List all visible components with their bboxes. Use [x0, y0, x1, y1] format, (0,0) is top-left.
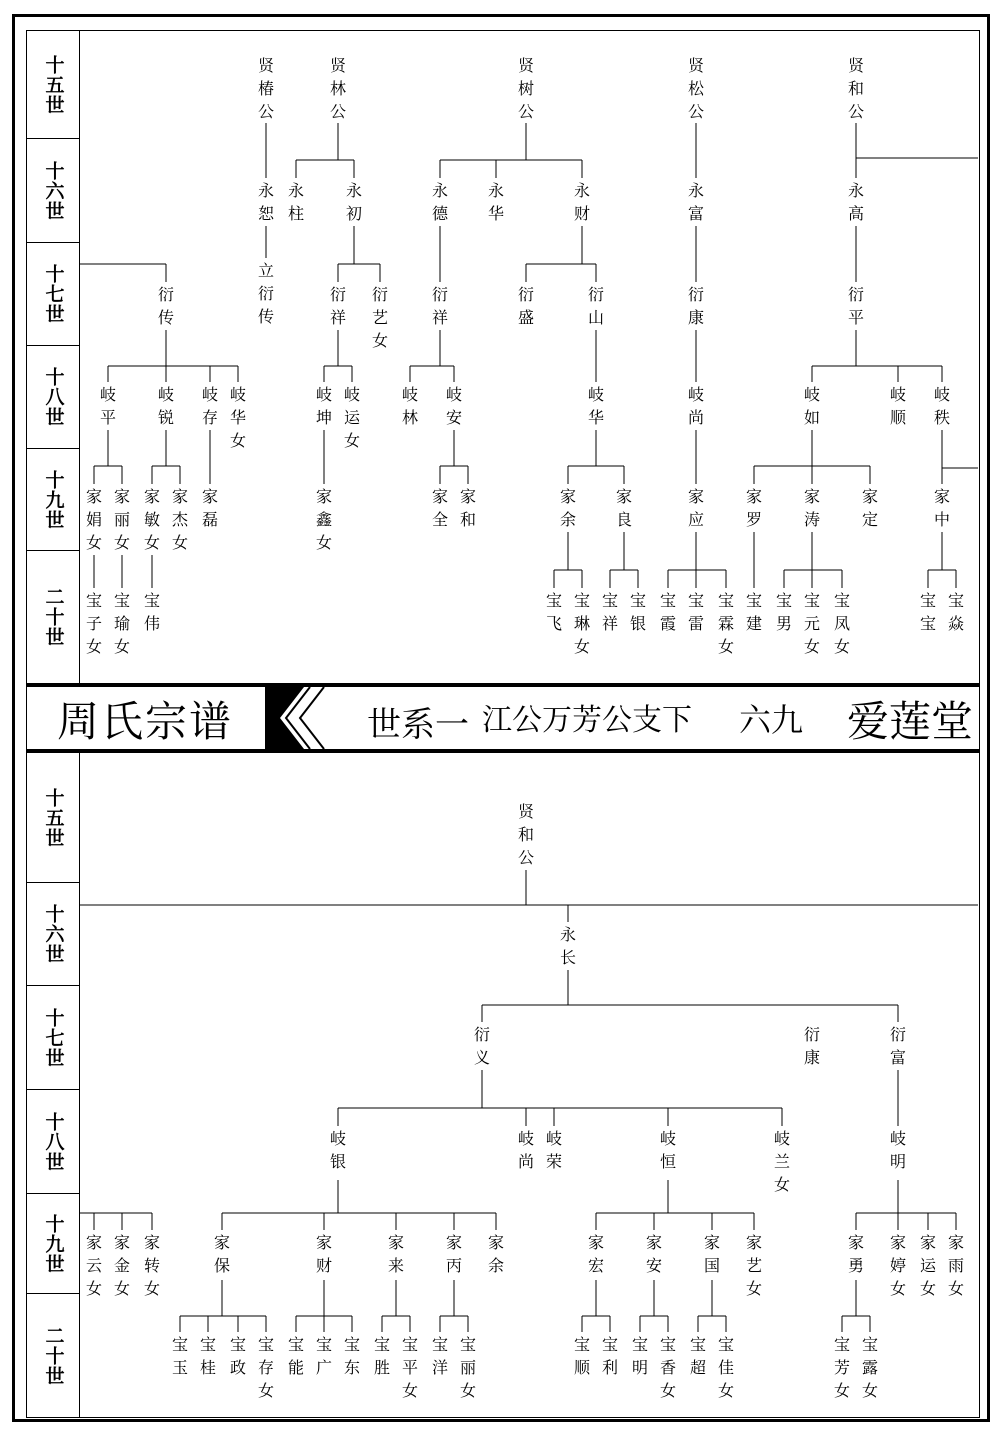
person-node: 家定 — [861, 487, 878, 529]
person-node: 永长 — [559, 925, 576, 967]
person-node: 岐荣 — [545, 1129, 562, 1171]
person-node: 衍盛 — [517, 285, 534, 327]
person-node: 家余 — [559, 487, 576, 529]
person-node: 家涛 — [803, 487, 820, 529]
person-node: 家安 — [645, 1233, 662, 1275]
person-node: 家勇 — [847, 1233, 864, 1275]
person-node: 岐安 — [445, 385, 462, 427]
person-node: 宝洋 — [431, 1335, 448, 1377]
person-node: 宝男 — [775, 591, 792, 633]
person-node: 家来 — [387, 1233, 404, 1275]
person-node: 宝超 — [689, 1335, 706, 1377]
person-node: 宝子女 — [85, 591, 102, 656]
person-node: 宝香女 — [659, 1335, 676, 1400]
person-node: 宝利 — [601, 1335, 618, 1377]
person-node: 宝瑜女 — [113, 591, 130, 656]
person-node: 永初 — [345, 181, 362, 223]
person-node: 衍义 — [473, 1025, 490, 1067]
person-node: 家余 — [487, 1233, 504, 1275]
person-node: 宝玉 — [171, 1335, 188, 1377]
person-node: 岐平 — [99, 385, 116, 427]
person-node: 岐存 — [201, 385, 218, 427]
person-node: 岐锐 — [157, 385, 174, 427]
person-node: 家金女 — [113, 1233, 130, 1298]
person-node: 家娟女 — [85, 487, 102, 552]
person-node: 家宏 — [587, 1233, 604, 1275]
person-node: 家全 — [431, 487, 448, 529]
person-node: 岐华女 — [229, 385, 246, 450]
person-node: 永财 — [573, 181, 590, 223]
person-node: 衍祥 — [329, 285, 346, 327]
person-node: 岐坤 — [315, 385, 332, 427]
person-node: 宝广 — [315, 1335, 332, 1377]
person-node: 衍康 — [687, 285, 704, 327]
person-node: 贤椿公 — [257, 56, 274, 121]
person-node: 岐运女 — [343, 385, 360, 450]
person-node: 家转女 — [143, 1233, 160, 1298]
person-node: 宝宝 — [919, 591, 936, 633]
person-node: 衍传 — [157, 285, 174, 327]
person-node: 家鑫女 — [315, 487, 332, 552]
person-node: 宝顺 — [573, 1335, 590, 1377]
person-node: 宝霞 — [659, 591, 676, 633]
genealogy-title: 周氏宗谱 — [57, 697, 234, 746]
person-node: 岐顺 — [889, 385, 906, 427]
person-node: 岐秩 — [933, 385, 950, 427]
person-node: 家艺女 — [745, 1233, 762, 1298]
person-node: 宝凤女 — [833, 591, 850, 656]
person-node: 贤林公 — [329, 56, 346, 121]
person-node: 家国 — [703, 1233, 720, 1275]
generation-label: 十九世 — [27, 1194, 80, 1294]
hall-name: 爱莲堂 — [847, 697, 974, 746]
person-node: 岐明 — [889, 1129, 906, 1171]
person-node: 家和 — [459, 487, 476, 529]
person-node: 宝东 — [343, 1335, 360, 1377]
generation-label: 十五世 — [27, 753, 80, 883]
person-node: 岐银 — [329, 1129, 346, 1171]
person-node: 宝明 — [631, 1335, 648, 1377]
person-node: 永德 — [431, 181, 448, 223]
person-node: 宝银 — [629, 591, 646, 633]
person-node: 贤和公 — [847, 56, 864, 121]
person-node: 贤松公 — [687, 56, 704, 121]
person-node: 家婷女 — [889, 1233, 906, 1298]
person-node: 宝霖女 — [717, 591, 734, 656]
person-node: 宝祥 — [601, 591, 618, 633]
person-node: 衍艺女 — [371, 285, 388, 350]
person-node: 宝存女 — [257, 1335, 274, 1400]
person-node: 衍山 — [587, 285, 604, 327]
person-node: 宝佳女 — [717, 1335, 734, 1400]
generation-label: 十八世 — [27, 1090, 80, 1194]
person-node: 家财 — [315, 1233, 332, 1275]
person-node: 衍康 — [803, 1025, 820, 1067]
generation-label: 二十世 — [42, 587, 65, 647]
generation-label: 二十世 — [42, 1326, 65, 1386]
person-node: 宝飞 — [545, 591, 562, 633]
person-node: 宝胜 — [373, 1335, 390, 1377]
person-node: 贤树公 — [517, 56, 534, 121]
generation-label: 十八世 — [27, 346, 80, 449]
generation-label: 十六世 — [27, 883, 80, 986]
person-node: 宝政 — [229, 1335, 246, 1377]
generation-label: 十五世 — [27, 31, 80, 139]
person-node: 永恕 — [257, 181, 274, 223]
person-node: 家雨女 — [947, 1233, 964, 1298]
person-node: 衍祥 — [431, 285, 448, 327]
person-node: 衍平 — [847, 285, 864, 327]
generation-label: 十七世 — [27, 986, 80, 1090]
page-number: 六九 — [739, 701, 804, 739]
person-node: 立衍传 — [257, 261, 274, 326]
person-node: 家磊 — [201, 487, 218, 529]
person-node: 宝雷 — [687, 591, 704, 633]
person-node: 衍富 — [889, 1025, 906, 1067]
person-node: 家保 — [213, 1233, 230, 1275]
person-node: 宝桂 — [199, 1335, 216, 1377]
generation-label: 十六世 — [27, 139, 80, 243]
person-node: 家丽女 — [113, 487, 130, 552]
person-node: 岐林 — [401, 385, 418, 427]
person-node: 贤和公 — [517, 802, 534, 867]
person-node: 宝丽女 — [459, 1335, 476, 1400]
person-node: 家良 — [615, 487, 632, 529]
section-label: 世系一 — [367, 705, 469, 745]
person-node: 家中 — [933, 487, 950, 529]
branch-label: 江公万芳公支下 — [482, 703, 692, 738]
generation-label: 十九世 — [27, 449, 80, 551]
person-node: 宝平女 — [401, 1335, 418, 1400]
person-node: 家罗 — [745, 487, 762, 529]
person-node: 岐尚 — [517, 1129, 534, 1171]
person-node: 宝琳女 — [573, 591, 590, 656]
person-node: 宝露女 — [861, 1335, 878, 1400]
person-node: 家运女 — [919, 1233, 936, 1298]
person-node: 永富 — [687, 181, 704, 223]
person-node: 家云女 — [85, 1233, 102, 1298]
person-node: 岐兰女 — [773, 1129, 790, 1194]
generation-label: 十七世 — [27, 243, 80, 346]
person-node: 永柱 — [287, 181, 304, 223]
person-node: 宝芳女 — [833, 1335, 850, 1400]
person-node: 宝建 — [745, 591, 762, 633]
person-node: 宝伟 — [143, 591, 160, 633]
person-node: 家丙 — [445, 1233, 462, 1275]
person-node: 岐如 — [803, 385, 820, 427]
person-node: 岐华 — [587, 385, 604, 427]
person-node: 永高 — [847, 181, 864, 223]
person-node: 岐尚 — [687, 385, 704, 427]
person-node: 宝元女 — [803, 591, 820, 656]
person-node: 家敏女 — [143, 487, 160, 552]
person-node: 宝能 — [287, 1335, 304, 1377]
person-node: 岐恒 — [659, 1129, 676, 1171]
person-node: 宝焱 — [947, 591, 964, 633]
person-node: 家杰女 — [171, 487, 188, 552]
person-node: 家应 — [687, 487, 704, 529]
person-node: 永华 — [487, 181, 504, 223]
